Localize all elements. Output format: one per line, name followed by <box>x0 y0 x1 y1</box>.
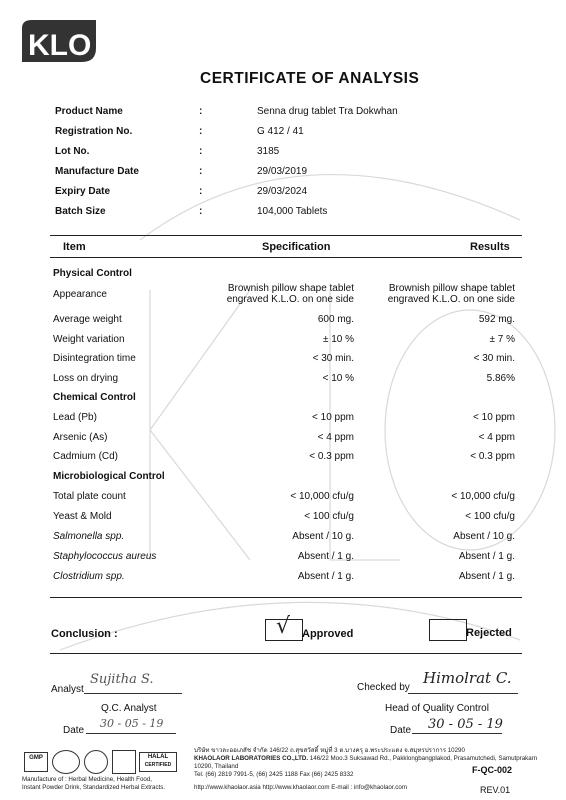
checked-sign-line <box>408 693 518 694</box>
result-value: < 4 ppm <box>478 431 515 443</box>
rejected-checkbox[interactable] <box>429 619 467 641</box>
result-value: 592 mg. <box>478 314 515 325</box>
manufacture-line-1: Manufacture of : Herbal Medicine, Health Food, <box>22 776 153 783</box>
item-label: Appearance <box>53 289 107 300</box>
info-label: Batch Size <box>55 206 106 217</box>
checked-by-label: Checked by <box>357 682 410 693</box>
spec-value: < 100 cfu/g <box>304 511 354 522</box>
result-value: Absent / 1 g. <box>458 571 515 582</box>
header-rule <box>50 257 522 258</box>
info-label: Manufacture Date <box>55 166 139 177</box>
manufacture-line-2: Instant Powder Drink, Standardized Herbal Extracts. <box>22 784 166 791</box>
checked-date-label: Date <box>390 725 412 736</box>
section-microbiological: Microbiological Control <box>53 471 165 482</box>
spec-value: 600 mg. <box>317 314 354 325</box>
result-value: Absent / 10 g. <box>453 531 515 542</box>
company-web: http://www.khaolaor.asia http://www.khaolaor.com E-mail : info@khaolaor.com <box>194 784 407 791</box>
table-row <box>0 412 566 426</box>
item-label: Total plate count <box>53 491 126 502</box>
info-colon: : <box>199 106 203 117</box>
certification-seal-icon <box>52 750 80 774</box>
revision: REV.01 <box>480 785 511 795</box>
company-name: KHAOLAOR LABORATORIES CO.,LTD. <box>194 755 309 762</box>
result-value: ± 7 % <box>489 333 515 345</box>
document-title: CERTIFICATE OF ANALYSIS <box>200 70 420 87</box>
result-line-2: engraved K.L.O. on one side <box>387 294 515 305</box>
section-chemical: Chemical Control <box>53 392 136 403</box>
item-label: Average weight <box>53 314 122 325</box>
table-row <box>0 531 566 545</box>
table-row <box>0 314 566 328</box>
result-value: 5.86% <box>486 372 515 384</box>
analyst-sign-line <box>84 693 182 694</box>
info-value: 29/03/2024 <box>257 186 308 197</box>
header-results: Results <box>470 241 510 253</box>
logo-text: KLO <box>28 29 92 62</box>
halal-emblem-icon <box>112 750 136 774</box>
info-value: 3185 <box>257 146 280 157</box>
spec-value: Absent / 10 g. <box>292 531 354 542</box>
spec-value: < 10 % <box>322 372 354 384</box>
item-label: Staphylococcus aureus <box>53 551 157 562</box>
table-row <box>0 551 566 565</box>
item-label: Disintegration time <box>53 353 136 364</box>
info-label: Product Name <box>55 106 123 117</box>
analyst-label: Analyst <box>51 684 84 695</box>
result-value: Absent / 1 g. <box>458 551 515 562</box>
item-label: Salmonella spp. <box>53 531 125 542</box>
table-row <box>0 491 566 505</box>
analyst-date-label: Date <box>63 725 85 736</box>
item-label: Weight variation <box>53 333 125 345</box>
analyst-signature: Sujitha S. <box>90 672 154 687</box>
result-value: < 10,000 cfu/g <box>451 491 515 502</box>
check-mark-icon: √ <box>276 614 291 639</box>
klo-logo <box>18 18 100 66</box>
header-specification: Specification <box>262 241 331 253</box>
spec-value <box>227 283 354 305</box>
info-label: Lot No. <box>55 146 90 157</box>
info-value: 104,000 Tablets <box>257 206 328 217</box>
conclusion-label: Conclusion : <box>51 628 118 640</box>
info-value: Senna drug tablet Tra Dokwhan <box>257 106 398 117</box>
analyst-title: Q.C. Analyst <box>101 703 157 714</box>
table-row <box>0 373 566 387</box>
info-colon: : <box>199 206 203 217</box>
result-line-1: Brownish pillow shape tablet <box>388 283 515 294</box>
spec-value: < 0.3 ppm <box>309 451 354 462</box>
header-item: Item <box>63 241 86 253</box>
manufacture-note <box>22 776 192 792</box>
result-value: < 10 ppm <box>473 412 515 423</box>
spec-value: ± 10 % <box>322 333 354 345</box>
halal-text: HALAL <box>147 754 169 760</box>
info-colon: : <box>199 126 203 137</box>
spec-value: < 30 min. <box>312 353 354 364</box>
info-label: Expiry Date <box>55 186 111 197</box>
item-label: Loss on drying <box>53 372 119 384</box>
item-label: Cadmium (Cd) <box>53 451 119 462</box>
analyst-date: 30 - 05 - 19 <box>100 717 164 730</box>
company-contact: Tel. (66) 2819 7991-5, (66) 2425 1188 Fax (66) 2425 8332 <box>194 771 354 778</box>
table-row <box>0 353 566 367</box>
section-physical: Physical Control <box>53 268 132 279</box>
result-value: < 100 cfu/g <box>465 511 515 522</box>
gmp-badge <box>24 752 48 772</box>
thai-address: บริษัท ขาวละออเภสัช จำกัด 146/22 ถ.สุขสวัสดิ์ หมู่ที่ 3 ต.บางครุ อ.พระประแดง จ.สมุทรปราการ 10290 <box>194 747 465 754</box>
item-label: Clostridium spp. <box>53 571 125 582</box>
checked-date: 30 - 05 - 19 <box>428 717 503 732</box>
info-colon: : <box>199 186 203 197</box>
rejected-label: Rejected <box>466 627 512 639</box>
company-address: 146/22 Moo.3 Suksawad Rd., Pakklongbangplakod, Prasamutchedi, Samutprakarn 10290, Thailand <box>194 755 538 770</box>
info-value: G 412 / 41 <box>257 126 304 137</box>
spec-value: Absent / 1 g. <box>297 571 354 582</box>
approved-checkbox[interactable] <box>265 614 303 641</box>
form-code: F-QC-002 <box>472 765 513 775</box>
spec-value: < 4 ppm <box>317 431 354 443</box>
result-value: < 30 min. <box>473 353 515 364</box>
spec-line-1: Brownish pillow shape tablet <box>227 283 354 294</box>
info-label: Registration No. <box>55 126 133 137</box>
spec-value: < 10 ppm <box>312 412 354 423</box>
info-value: 29/03/2019 <box>257 166 308 177</box>
table-bottom-rule <box>50 597 522 598</box>
halal-subtext: CERTIFIED <box>144 762 172 768</box>
item-label: Lead (Pb) <box>53 412 97 423</box>
info-colon: : <box>199 166 203 177</box>
table-row <box>0 334 566 348</box>
item-label: Yeast & Mold <box>53 511 112 522</box>
spec-line-2: engraved K.L.O. on one side <box>226 294 354 305</box>
item-label: Arsenic (As) <box>53 431 108 443</box>
table-row <box>0 432 566 446</box>
table-row <box>0 451 566 465</box>
halal-badge <box>139 752 177 772</box>
table-top-rule <box>50 235 522 236</box>
spec-value: < 10,000 cfu/g <box>290 491 354 502</box>
checked-title: Head of Quality Control <box>385 703 489 714</box>
table-row <box>0 283 566 305</box>
result-value: < 0.3 ppm <box>470 451 515 462</box>
food-safety-seal-icon <box>84 750 108 774</box>
spec-value: Absent / 1 g. <box>297 551 354 562</box>
checked-signature: Himolrat C. <box>423 669 512 687</box>
table-row <box>0 571 566 585</box>
checked-date-line <box>412 733 502 734</box>
conclusion-rule <box>50 653 522 654</box>
result-value <box>388 283 515 305</box>
approved-label: Approved <box>302 628 354 640</box>
table-row <box>0 511 566 525</box>
info-colon: : <box>199 146 203 157</box>
analyst-date-line <box>86 733 176 734</box>
gmp-text: GMP <box>29 755 43 761</box>
